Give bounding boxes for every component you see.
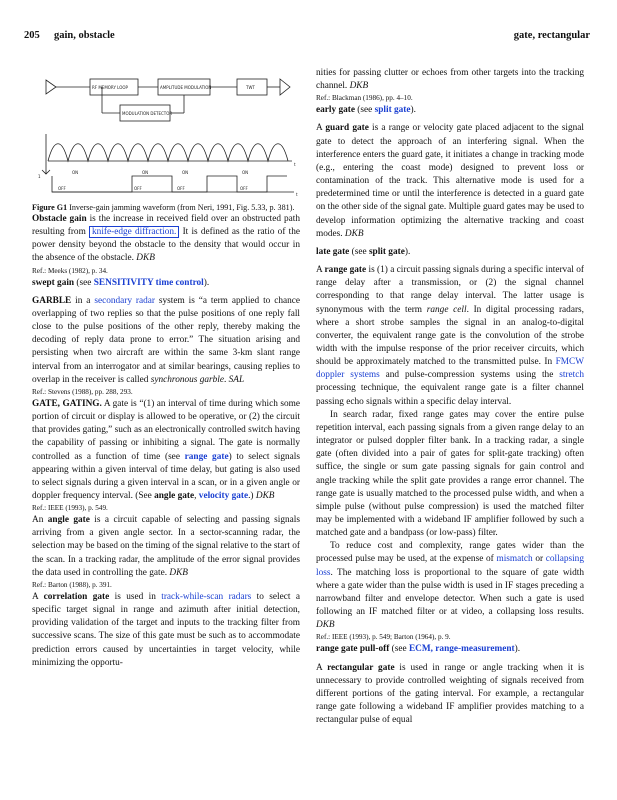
entry-garble: [32, 295, 300, 387]
link-ecm-range-measurement[interactable]: ECM, range-measurement: [408, 644, 515, 655]
entry-angle-gate: [32, 514, 300, 580]
range-p3-text-c: . The matching loss is proportional to the square of gate width where a gate wider than the pulse width is used in IF stages preceding a narrowband filter and envelope detector. When such a gate is used following an IF matched filter or at video, a collapsing loss results.: [316, 567, 584, 618]
garble-author: SAL: [228, 374, 245, 385]
early-text-1: (see: [354, 105, 375, 116]
rect-text-1: is used in range or angle tracking when it is unnecessary to provide controlled weighting of signals received from different portions of the gating interval. For example, a rectangular range gate following a wideband IF amplifier provides matching to a rectangular pulse of equal: [316, 662, 585, 726]
ref-angle-gate: Ref.: Barton (1988), p. 391.: [32, 580, 112, 589]
link-secondary-radar[interactable]: secondary radar: [94, 295, 156, 306]
garble-text-2: system is “a term applied to chance overlapping of two replies so that the pulse positions of one reply fall close to the pulse positions of the other reply, thereby making the decoding of reply data prone to error.” The situation arising and persisting when two aircraft are within the same 3-km slant range interval from an interrogator and at similar bearings, causing replies to overlap in the receiver is called: [32, 295, 301, 385]
right-column: [316, 67, 584, 727]
wave-label-off-1: OFF: [58, 186, 66, 191]
late-text-1: (see: [349, 246, 369, 257]
range-italic-range-cell: range cell: [426, 304, 467, 315]
gate-text-1: A gate is “(1) an interval of time during which some portion of circuit or display is allowed to be operative, or (2) the circuit that provides gating,” such as an electronically controlled switch having the capability of passing or inhibiting a signal. The gate is normally controlled as a function of time (see: [32, 398, 300, 462]
guide-word-left: gain, obstacle: [54, 30, 115, 41]
late-text-2: ).: [404, 246, 411, 257]
entry-correlation-cont: [316, 67, 584, 93]
entry-range-gate: [316, 264, 584, 409]
entry-range-gate-pull-off: [316, 643, 584, 656]
modulated-signal-wave: [48, 144, 288, 161]
entry-late-gate: [316, 246, 584, 259]
guide-word-right: gate, rectangular: [513, 30, 590, 41]
block-label-rf-memory: RF MEMORY LOOP: [92, 85, 128, 90]
link-stretch[interactable]: stretch: [559, 370, 585, 381]
ref-range-gate: Ref.: IEEE (1993), p. 549; Barton (1964), p. 9.: [316, 633, 451, 642]
term-correlation-gate: correlation gate: [43, 591, 110, 602]
term-guard-gate: guard gate: [325, 123, 369, 134]
waveform-figure: [32, 54, 300, 202]
link-track-while-scan-radars[interactable]: track-while-scan radars: [161, 591, 252, 602]
range-gate-paragraph-3: [316, 540, 584, 632]
late-bold-split-gate: split gate: [368, 246, 405, 257]
entry-obstacle-gain: [32, 213, 300, 266]
entry-swept-gain: [32, 277, 300, 290]
term-obstacle-gain: Obstacle gain: [32, 214, 87, 224]
link-collapsing-loss[interactable]: collapsing loss: [316, 554, 584, 578]
block-label-detector: MODULATION DETECTOR: [122, 111, 173, 116]
block-label-twt: TWT: [246, 85, 255, 90]
entry-gate-gating: [32, 398, 300, 503]
ref-obstacle-gain: Ref.: Meeks (1982), p. 34.: [32, 266, 108, 275]
correlation-text-0: A: [32, 591, 44, 602]
range-author: DKB: [316, 620, 335, 631]
ref-gate: Ref.: IEEE (1993), p. 549.: [32, 504, 108, 513]
gating-waveform: [52, 176, 287, 192]
axis-label-1: 1: [38, 174, 41, 179]
figure-caption: [32, 202, 300, 213]
range-text-3: and pulse-compression systems using the: [379, 370, 560, 381]
left-column: [32, 54, 300, 670]
pulloff-text-1: (see: [389, 644, 409, 655]
wave-label-on-3: ON: [182, 170, 189, 175]
range-text-4: processing technique, the equivalent range gate is a filter channel passing echo signals within a specific delay interval.: [316, 383, 584, 407]
term-gate-gating: GATE, GATING.: [32, 398, 102, 409]
swept-text-2: ).: [203, 277, 210, 288]
link-velocity-gate[interactable]: velocity gate: [198, 490, 249, 501]
garble-italic: synchronous garble: [150, 374, 224, 385]
block-label-am: AMPLITUDE MODULATION: [160, 85, 212, 90]
page-number: 205: [24, 30, 40, 41]
link-knife-edge-diffraction[interactable]: knife-edge diffraction.: [89, 226, 179, 238]
range-text-1: is (1) a circuit passing signals during a specific interval of range delay after a transmission, or (2) the signal channel corresponding to that range delay interval. The latter usage is synonymous with the term: [316, 265, 584, 315]
angle-text-0: An: [32, 515, 48, 526]
caption-label: Figure G1: [32, 203, 68, 212]
entry-early-gate: [316, 104, 584, 117]
swept-text-1: (see: [74, 277, 94, 288]
guard-text-1: is a range or velocity gate placed adjacent to the signal gate to detect the approach of an interfering signal. When the interference enters the guard gate, it initiates a change in tracking mode (e.g., entering the coast mode) designed to prevent loss or contamination of the track. This alternative mode is used for a predetermined time or until the interference is detected in a guard gate on the other side of the signal gate. Multiple guard gates may be used to develop information optimizing the alternative tracking and coast modes.: [316, 123, 584, 239]
range-text-2: . In digital processing radars, where a short strobe samples the signal in an analog-to-digital converter, the equivalent range gate is the convolution of the strobe width with the impulse response of the prior receiver circuits, which should be approximately matched to the transmitted pulse. In: [316, 304, 584, 368]
entry-correlation-gate: [32, 591, 300, 670]
cont-text-1: nities for passing clutter or echoes from other targets into the tracking channel.: [316, 68, 584, 92]
range-p3-text-b: or: [532, 554, 546, 565]
gate-author: DKB: [255, 490, 275, 501]
figure-g1: [32, 54, 300, 202]
angle-author: DKB: [169, 567, 188, 578]
gate-text-2: ) to select signals appearing within a given interval of time delay, but gating is also used to select signals during a given interval in a scan, or in a given angle or doppler frequency interval. (See: [32, 451, 300, 501]
axis-label-t-upper: t: [294, 162, 296, 167]
cont-author: DKB: [349, 81, 369, 92]
early-text-2: ).: [410, 105, 416, 116]
term-angle-gate: angle gate: [47, 515, 90, 526]
caption-text: Inverse-gain jamming waveform (from Neri, 1991, Fig. 5.33, p. 381).: [69, 203, 295, 212]
gate-text-4: .): [248, 490, 256, 501]
term-rectangular-gate: rectangular gate: [327, 662, 395, 673]
gate-text-3: ,: [194, 490, 199, 501]
term-swept-gain: swept gain: [32, 277, 75, 288]
ref-garble: Ref.: Stevens (1988), pp. 288, 293.: [32, 387, 133, 396]
garble-text-1: in a: [71, 295, 95, 306]
wave-label-on-1: ON: [72, 170, 79, 175]
guard-text-0: A: [316, 123, 326, 134]
pulloff-text-2: ).: [514, 644, 521, 655]
link-split-gate[interactable]: split gate: [374, 105, 411, 116]
link-fmcw-doppler-systems[interactable]: FMCW doppler systems: [316, 357, 584, 381]
entry-guard-gate: [316, 122, 584, 240]
term-garble: GARBLE: [32, 295, 72, 306]
wave-label-on-2: ON: [142, 170, 149, 175]
range-text-0: A: [316, 265, 325, 276]
guard-author: DKB: [344, 228, 364, 239]
link-sensitivity-time-control[interactable]: SENSITIVITY time control: [93, 277, 204, 288]
entry-rectangular-gate: [316, 662, 584, 728]
input-amplifier-icon: [46, 80, 56, 94]
term-range-gate-pull-off: range gate pull-off: [316, 644, 390, 655]
garble-text-3: .: [224, 374, 229, 385]
wave-label-off-2: OFF: [134, 186, 142, 191]
wave-label-on-4: ON: [242, 170, 249, 175]
range-gate-paragraph-2: In search radar, fixed range gates may cover the entire pulse repetition interval, each passing signals from a given range delay to an integrator or pulsed doppler filter bank. In a tracking radar, a single gate (often divided into a pair of gates for split-gate tracking) often suffice, the single or sum gate passing signals for gain control and angle tracking while the split gate provides a range error channel. The range gate is usually matched to the processed pulse width, and when a simple pulse (without pulse compression) is used the matched filter may be implemented with a wideband IF amplifier followed by such a matched gate and a bandpass (or low-pass) filter.: [316, 409, 584, 539]
correlation-text-2: to select a specific target signal in range and azimuth after initial detection, providing validation of the target and inputs to the tracking filter from successive scans. The size of this gate must be such as to accommodate prediction errors caused by uncertainties in target velocity, while minimizing the opportu-: [32, 591, 300, 668]
axis-label-t-lower: t: [296, 192, 298, 197]
term-late-gate: late gate: [316, 246, 350, 257]
ref-correlation-gate: Ref.: Blackman (1986), pp. 4–10.: [316, 94, 413, 103]
link-range-gate[interactable]: range gate: [184, 451, 229, 462]
wave-label-off-3: OFF: [177, 186, 185, 191]
term-early-gate: early gate: [316, 105, 355, 116]
range-p3-text-a: To reduce cost and complexity, range gates wider than the processed pulse may be used, at the expense of: [316, 541, 584, 565]
obstacle-text-2: It is defined as the ratio of the power density beyond the obstacle to the density that would occur in the absence of the obstacle.: [32, 227, 300, 264]
angle-text-1: is a circuit capable of selecting and passing signals arriving from a given angle sector. In a sector-scanning radar, the selection may be based on the timing of the signal relative to the start of the scan. In a tracking radar, the amplitude of the error signal provides the data used in controlling the gate.: [32, 515, 300, 578]
link-mismatch[interactable]: mismatch: [496, 554, 533, 565]
obstacle-text-1: is the increase in received field over an obstructed path resulting from: [32, 214, 301, 238]
correlation-text-1: is used in: [109, 591, 162, 602]
output-antenna-icon: [280, 79, 290, 95]
wave-label-off-4: OFF: [240, 186, 248, 191]
term-range-gate: range gate: [324, 265, 367, 276]
gate-bold-angle-gate: angle gate: [154, 490, 195, 501]
page-header: [24, 30, 590, 46]
rect-text-0: A: [316, 662, 328, 673]
obstacle-author: DKB: [136, 253, 155, 264]
